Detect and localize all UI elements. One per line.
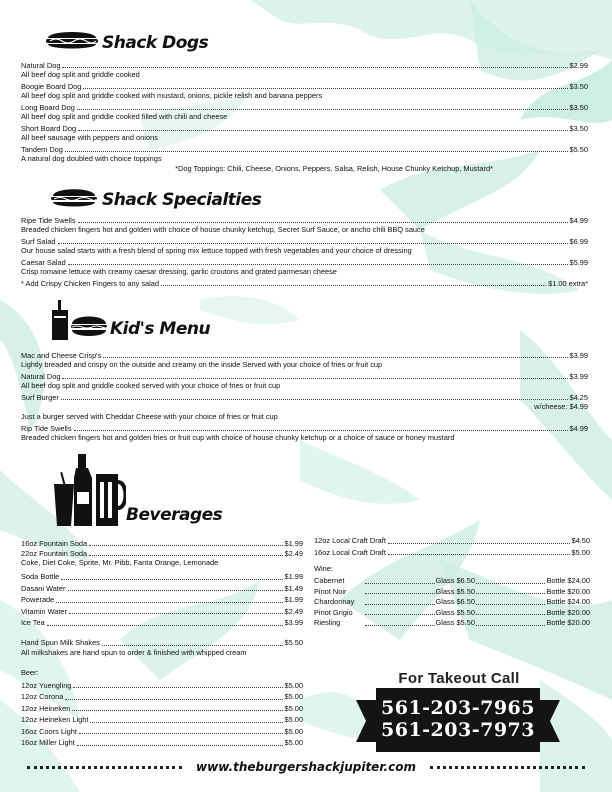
item-description: All milkshakes are hand spun to order & finished with whipped cream bbox=[21, 647, 247, 657]
item-description: All beef dog split and griddle cooked bbox=[21, 70, 140, 79]
hot-dog-icon bbox=[44, 28, 100, 52]
shack-specialties-heading bbox=[50, 187, 261, 209]
item-description: All beef dog split and griddle cooked with mustard, onions, pickle relish and banana peppers bbox=[21, 91, 323, 100]
beverages-left-column bbox=[21, 538, 303, 748]
item-price: $5.00 bbox=[284, 680, 303, 690]
wine-glass-price: Glass $5.50 bbox=[435, 586, 475, 596]
drink-row bbox=[21, 582, 303, 594]
item-name: 16oz Fountain Soda bbox=[21, 538, 88, 548]
dot-leader bbox=[61, 579, 282, 580]
phone-number[interactable]: 561-203-7973 bbox=[381, 719, 535, 741]
item-price: $1.99 bbox=[284, 538, 303, 548]
item-price: $3.99 bbox=[569, 350, 588, 360]
item-price: $5.00 bbox=[571, 547, 590, 557]
menu-item-row bbox=[21, 423, 588, 433]
item-name: 16oz Local Craft Draft bbox=[314, 547, 386, 557]
drink-row bbox=[314, 534, 590, 546]
drink-row bbox=[21, 616, 303, 628]
item-name: Rip Tide Swells bbox=[21, 423, 72, 433]
wine-row bbox=[314, 607, 590, 618]
item-name: Tandem Dog bbox=[21, 144, 63, 154]
drink-row bbox=[21, 713, 303, 725]
dot-leader bbox=[365, 625, 435, 626]
dot-leader bbox=[89, 555, 282, 556]
beer-label: Beer: bbox=[21, 667, 39, 677]
section-title: Shack Specialties bbox=[102, 190, 262, 210]
menu-item-row bbox=[21, 257, 588, 267]
burger-icon bbox=[50, 187, 98, 209]
wine-glass-price: Glass $6.50 bbox=[435, 576, 475, 586]
item-price: $4.25 bbox=[569, 392, 588, 402]
dot-leader bbox=[78, 130, 567, 131]
dot-leader bbox=[89, 545, 282, 546]
dot-leader bbox=[61, 399, 568, 400]
drink-row bbox=[21, 570, 303, 582]
item-name: 12oz Local Craft Draft bbox=[314, 536, 386, 546]
dot-leader bbox=[476, 614, 546, 615]
item-price: $5.50 bbox=[569, 144, 588, 154]
dot-leader bbox=[90, 722, 282, 723]
item-price: $5.99 bbox=[569, 257, 588, 267]
beverages-heading bbox=[52, 452, 222, 528]
section-title: Beverages bbox=[126, 505, 223, 525]
item-name: Hand Spun Milk Shakes bbox=[21, 638, 100, 648]
dot-leader bbox=[365, 614, 435, 615]
dot-leader bbox=[476, 604, 546, 605]
wine-row bbox=[314, 575, 590, 586]
specialties-list bbox=[21, 215, 588, 288]
item-name: Natural Dog bbox=[21, 60, 61, 70]
item-price: $5.00 bbox=[284, 715, 303, 725]
item-price: $2.99 bbox=[569, 60, 588, 70]
dot-leader bbox=[62, 378, 567, 379]
wine-row bbox=[314, 617, 590, 628]
menu-item-row bbox=[21, 215, 588, 225]
menu-item-row bbox=[21, 81, 588, 91]
dot-leader bbox=[103, 357, 567, 358]
dot-leader bbox=[73, 687, 282, 688]
item-name: 16oz Miller Light bbox=[21, 738, 75, 748]
item-price: $1.99 bbox=[284, 572, 303, 582]
footer-dot-rule bbox=[430, 766, 585, 769]
drink-row bbox=[21, 736, 303, 748]
item-extra-price: w/cheese: $4.99 bbox=[534, 402, 588, 411]
kids-menu-list bbox=[21, 350, 588, 443]
item-description: Our house salad starts with a fresh blend of spring mix lettuce topped with fresh vegetables and your choice of dressing bbox=[21, 246, 412, 255]
item-price: $3.99 bbox=[569, 371, 588, 381]
item-description: All beef dog split and griddle cooked filled with chili and cheese bbox=[21, 112, 228, 121]
wine-name: Pinot Noir bbox=[314, 586, 347, 596]
wine-label: Wine: bbox=[314, 564, 333, 573]
wine-bottle-price: Bottle $20.00 bbox=[546, 607, 591, 617]
menu-item-row bbox=[21, 371, 588, 381]
dot-leader bbox=[365, 593, 435, 594]
item-name: 12oz Heineken Light bbox=[21, 715, 89, 725]
item-price: $5.00 bbox=[284, 738, 303, 748]
item-price: $6.99 bbox=[569, 236, 588, 246]
menu-item-row bbox=[21, 102, 588, 112]
section-title: Shack Dogs bbox=[102, 33, 209, 53]
drink-row bbox=[21, 725, 303, 737]
dot-leader bbox=[77, 745, 283, 746]
item-name: 22oz Fountain Soda bbox=[21, 548, 88, 558]
item-name: Powerade bbox=[21, 595, 55, 605]
drink-row bbox=[21, 679, 303, 691]
dot-leader bbox=[65, 151, 568, 152]
dot-leader bbox=[72, 710, 282, 711]
menu-item-row bbox=[21, 278, 588, 288]
dot-leader bbox=[65, 699, 282, 700]
item-price: $3.50 bbox=[569, 81, 588, 91]
shack-dogs-list bbox=[21, 60, 588, 174]
dot-leader bbox=[78, 222, 568, 223]
item-price: $5.50 bbox=[284, 638, 303, 648]
wine-bottle-price: Bottle $24.00 bbox=[546, 597, 591, 607]
item-name: Dasani Water bbox=[21, 583, 66, 593]
item-price: $1.99 bbox=[284, 595, 303, 605]
wine-name: Pinot Grigio bbox=[314, 607, 353, 617]
item-price: $1.00 extra* bbox=[548, 278, 588, 288]
item-price: $1.49 bbox=[284, 583, 303, 593]
item-price: $5.00 bbox=[284, 726, 303, 736]
wine-bottle-price: Bottle $20.00 bbox=[546, 586, 591, 596]
item-description: A natural dog doubled with choice toppings bbox=[21, 154, 162, 163]
drink-row bbox=[21, 538, 303, 548]
item-description: All beef sausage with peppers and onions bbox=[21, 133, 158, 142]
footer-dot-rule bbox=[27, 766, 182, 769]
kids-meal-icon bbox=[50, 300, 108, 342]
drink-row bbox=[21, 605, 303, 617]
soda-flavors: Coke, Diet Coke, Sprite, Mr. Pibb, Fanta Orange, Lemonade bbox=[21, 558, 219, 567]
dot-leader bbox=[476, 625, 546, 626]
drink-row bbox=[314, 546, 590, 558]
item-price: $3.50 bbox=[569, 102, 588, 112]
dot-leader bbox=[79, 733, 283, 734]
dot-leader bbox=[56, 602, 282, 603]
item-name: 12oz Yuengling bbox=[21, 680, 72, 690]
wine-name: Chardonnay bbox=[314, 597, 355, 607]
wine-row bbox=[314, 586, 590, 597]
dot-leader bbox=[476, 593, 546, 594]
menu-item-row bbox=[21, 123, 588, 133]
dot-leader bbox=[62, 67, 567, 68]
dot-leader bbox=[68, 264, 568, 265]
phone-number[interactable]: 561-203-7965 bbox=[381, 697, 535, 720]
footer bbox=[0, 757, 612, 777]
drink-row bbox=[21, 690, 303, 702]
menu-item-row bbox=[21, 144, 588, 154]
item-price: $3.50 bbox=[569, 123, 588, 133]
wine-row bbox=[314, 596, 590, 607]
dot-leader bbox=[83, 88, 567, 89]
item-name: 12oz Corona bbox=[21, 692, 64, 702]
item-name: Boogie Board Dog bbox=[21, 81, 82, 91]
wine-glass-price: Glass $5.50 bbox=[435, 618, 475, 628]
beverages-right-column bbox=[314, 534, 590, 628]
drink-row bbox=[21, 548, 303, 558]
item-description: Lightly breaded and crispy on the outside and creamy on the inside Served with your choice of fries or fruit cup bbox=[21, 360, 383, 369]
takeout-title: For Takeout Call bbox=[398, 670, 520, 687]
dot-leader bbox=[68, 590, 283, 591]
website-link[interactable]: www.theburgershackjupiter.com bbox=[196, 759, 416, 774]
drink-row bbox=[21, 702, 303, 714]
item-name: Long Board Dog bbox=[21, 102, 75, 112]
dot-leader bbox=[77, 109, 568, 110]
item-name: Caesar Salad bbox=[21, 257, 66, 267]
item-price: $2.49 bbox=[284, 606, 303, 616]
toppings-note: *Dog Toppings: Chili, Cheese, Onions, Peppers, Salsa, Relish, House Chunky Ketchup, Mustard* bbox=[175, 164, 493, 173]
item-name: Surf Burger bbox=[21, 392, 59, 402]
item-name: 12oz Heineken bbox=[21, 703, 71, 713]
drink-row bbox=[21, 638, 303, 648]
item-name: Natural Dog bbox=[21, 371, 61, 381]
item-price: $5.00 bbox=[284, 703, 303, 713]
item-name: Surf Salad bbox=[21, 236, 56, 246]
item-description: All beef dog split and griddle cooked served with your choice of fries or fruit cup bbox=[21, 381, 281, 390]
dot-leader bbox=[365, 604, 435, 605]
menu-item-row bbox=[21, 236, 588, 246]
section-title: Kid's Menu bbox=[110, 319, 211, 339]
wine-bottle-price: Bottle $24.00 bbox=[546, 576, 591, 586]
dot-leader bbox=[102, 645, 283, 646]
item-price: $5.00 bbox=[284, 692, 303, 702]
item-description: Breaded chicken fingers hot and golden with choice of house chunky ketchup, Secret Surf Sauce, or ancho chili BBQ sauce bbox=[21, 225, 425, 234]
dot-leader bbox=[388, 543, 570, 544]
item-name: Mac and Cheese Crisp's bbox=[21, 350, 102, 360]
item-price: $4.50 bbox=[571, 536, 590, 546]
item-description: Just a burger served with Cheddar Cheese with your choice of fries or fruit cup bbox=[21, 412, 278, 421]
drinks-icon bbox=[52, 452, 126, 528]
wine-name: Cabernet bbox=[314, 576, 345, 586]
item-name: * Add Crispy Chicken Fingers to any salad bbox=[21, 278, 160, 288]
drink-row bbox=[21, 593, 303, 605]
dot-leader bbox=[58, 243, 568, 244]
menu-item-row bbox=[21, 60, 588, 70]
item-description: Breaded chicken fingers hot and golden fries or fruit cup with choice of house chunky ketchup or a choice of sauce or honey mustard bbox=[21, 433, 455, 442]
item-price: $2.49 bbox=[284, 548, 303, 558]
wine-name: Riesling bbox=[314, 618, 341, 628]
item-name: Ice Tea bbox=[21, 618, 45, 628]
wine-bottle-price: Bottle $20.00 bbox=[546, 618, 591, 628]
item-name: Ripe Tide Swells bbox=[21, 215, 76, 225]
dot-leader bbox=[47, 625, 283, 626]
dot-leader bbox=[365, 583, 435, 584]
kids-menu-heading bbox=[50, 300, 210, 342]
item-description: Crisp romaine lettuce with creamy caesar dressing, garlic croutons and grated parmesan cheese bbox=[21, 267, 337, 276]
dot-leader bbox=[69, 613, 283, 614]
item-name: Soda Bottle bbox=[21, 572, 60, 582]
item-price: $4.99 bbox=[569, 423, 588, 433]
item-name: Short Board Dog bbox=[21, 123, 77, 133]
item-price: $3.99 bbox=[284, 618, 303, 628]
wine-glass-price: Glass $6.50 bbox=[435, 597, 475, 607]
menu-item-row bbox=[21, 350, 588, 360]
dot-leader bbox=[74, 430, 568, 431]
dot-leader bbox=[476, 583, 546, 584]
menu-item-row bbox=[21, 392, 588, 402]
dot-leader bbox=[161, 285, 546, 286]
item-name: Vitamin Water bbox=[21, 606, 67, 616]
dot-leader bbox=[388, 554, 570, 555]
wine-glass-price: Glass $5.50 bbox=[435, 607, 475, 617]
shack-dogs-heading bbox=[44, 28, 208, 52]
item-name: 16oz Coors Light bbox=[21, 726, 77, 736]
phone-numbers-box bbox=[376, 688, 540, 752]
item-price: $4.99 bbox=[569, 215, 588, 225]
